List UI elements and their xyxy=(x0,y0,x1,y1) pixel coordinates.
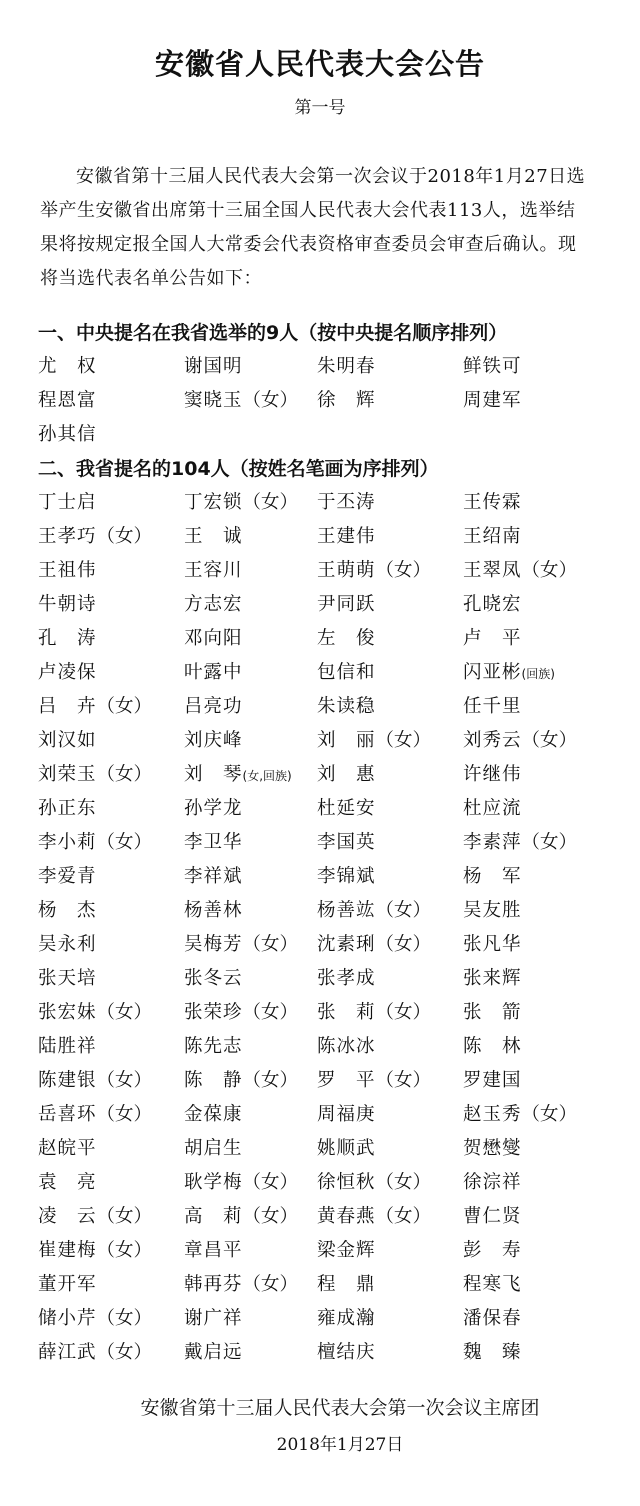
deputy-name-entry xyxy=(463,860,613,894)
gender-note: （女） xyxy=(242,1206,299,1227)
deputy-name-entry xyxy=(317,1098,463,1132)
deputy-name-entry xyxy=(38,350,184,384)
deputy-name-entry xyxy=(463,792,613,826)
deputy-name-entry xyxy=(463,622,613,656)
deputy-name: 檀结庆 xyxy=(317,1342,376,1363)
deputy-name: 董开军 xyxy=(38,1274,97,1295)
deputy-name: 杨 杰 xyxy=(38,900,97,921)
deputy-name-entry xyxy=(463,996,613,1030)
deputy-name: 杨善林 xyxy=(184,900,243,921)
ethnicity-note: (回族) xyxy=(521,667,555,681)
deputy-name: 张 莉 xyxy=(317,1002,376,1023)
deputy-name: 杜延安 xyxy=(317,798,376,819)
deputy-name: 王传霖 xyxy=(463,492,522,513)
gender-note: （女） xyxy=(521,560,578,581)
gender-note: （女） xyxy=(521,730,578,751)
deputy-name: 邓向阳 xyxy=(184,628,243,649)
deputy-name-entry xyxy=(184,860,317,894)
deputy-name: 吴梅芳 xyxy=(184,934,243,955)
deputy-name-entry xyxy=(184,384,317,418)
deputy-name: 杨 军 xyxy=(463,866,522,887)
deputy-name: 刘荣玉 xyxy=(38,764,97,785)
deputy-name: 孔晓宏 xyxy=(463,594,522,615)
deputy-name-entry xyxy=(38,588,184,622)
deputy-name: 张凡华 xyxy=(463,934,522,955)
deputy-name: 王萌萌 xyxy=(317,560,376,581)
deputy-name-entry xyxy=(38,1336,184,1370)
gender-note: （女） xyxy=(242,1070,299,1091)
deputy-name: 韩再芬 xyxy=(184,1274,243,1295)
deputy-name: 周建军 xyxy=(463,390,522,411)
deputy-name-entry xyxy=(317,724,463,758)
deputy-name: 潘保春 xyxy=(463,1308,522,1329)
deputy-name-entry xyxy=(463,588,613,622)
deputy-name-entry xyxy=(463,1268,613,1302)
deputy-name: 卢 平 xyxy=(463,628,522,649)
deputy-name-entry xyxy=(317,350,463,384)
deputy-name-entry xyxy=(463,1302,613,1336)
deputy-name: 刘 丽 xyxy=(317,730,376,751)
deputy-name: 陈建银 xyxy=(38,1070,97,1091)
deputy-name: 李爱青 xyxy=(38,866,97,887)
deputy-name: 王绍南 xyxy=(463,526,522,547)
deputy-name: 王孝巧 xyxy=(38,526,97,547)
deputy-name: 窦晓玉 xyxy=(184,390,243,411)
deputy-name-entry xyxy=(317,996,463,1030)
deputy-name: 徐淙祥 xyxy=(463,1172,522,1193)
deputy-name: 梁金辉 xyxy=(317,1240,376,1261)
deputy-name-entry xyxy=(38,622,184,656)
deputy-name: 金葆康 xyxy=(184,1104,243,1125)
deputy-name-entry xyxy=(317,588,463,622)
deputy-name-entry xyxy=(38,1200,184,1234)
deputy-name-entry xyxy=(463,1166,613,1200)
deputy-name-entry xyxy=(184,962,317,996)
gender-note: （女） xyxy=(242,390,299,411)
deputy-name: 凌 云 xyxy=(38,1206,97,1227)
deputy-name-entry xyxy=(184,894,317,928)
name-grid xyxy=(38,486,618,1370)
deputy-name: 高 莉 xyxy=(184,1206,243,1227)
deputy-name-entry xyxy=(463,894,613,928)
gender-note: （女） xyxy=(521,1104,578,1125)
deputy-name-entry xyxy=(463,656,613,690)
deputy-name-entry xyxy=(463,1132,613,1166)
deputy-name: 朱读稳 xyxy=(317,696,376,717)
deputy-name: 罗建国 xyxy=(463,1070,522,1091)
deputy-name: 周福庚 xyxy=(317,1104,376,1125)
gender-note: （女） xyxy=(96,1308,153,1329)
deputy-name: 沈素琍 xyxy=(317,934,376,955)
deputy-name-entry xyxy=(38,1132,184,1166)
deputy-name: 崔建梅 xyxy=(38,1240,97,1261)
deputy-name: 王 诚 xyxy=(184,526,243,547)
gender-note: （女） xyxy=(96,832,153,853)
deputy-name: 刘 惠 xyxy=(317,764,376,785)
deputy-name-entry xyxy=(463,758,613,792)
deputy-name: 陈先志 xyxy=(184,1036,243,1057)
deputy-name-entry xyxy=(184,1200,317,1234)
deputy-name: 章昌平 xyxy=(184,1240,243,1261)
deputy-name-entry xyxy=(184,656,317,690)
gender-note: （女） xyxy=(375,1070,432,1091)
deputy-name: 徐恒秋 xyxy=(317,1172,376,1193)
gender-note: （女） xyxy=(96,1002,153,1023)
deputy-name-entry xyxy=(38,656,184,690)
gender-note: （女） xyxy=(242,492,299,513)
deputy-name-entry xyxy=(38,1268,184,1302)
deputy-name-entry xyxy=(38,520,184,554)
deputy-name: 李素萍 xyxy=(463,832,522,853)
deputy-name: 许继伟 xyxy=(463,764,522,785)
deputy-name: 鲜铁可 xyxy=(463,356,522,377)
deputy-name-entry xyxy=(463,554,613,588)
deputy-name-entry xyxy=(38,962,184,996)
deputy-name-entry xyxy=(463,350,613,384)
deputy-name-entry xyxy=(184,1302,317,1336)
deputy-name: 程 鼎 xyxy=(317,1274,376,1295)
deputy-name: 张天培 xyxy=(38,968,97,989)
deputy-name-entry xyxy=(463,520,613,554)
deputy-name-entry xyxy=(317,792,463,826)
deputy-name: 陈 林 xyxy=(463,1036,522,1057)
deputy-name-entry xyxy=(38,1166,184,1200)
deputy-name: 左 俊 xyxy=(317,628,376,649)
deputy-name-entry xyxy=(184,1098,317,1132)
deputy-name-entry xyxy=(38,724,184,758)
deputy-name-entry xyxy=(317,1132,463,1166)
deputy-name-entry xyxy=(38,418,184,452)
deputy-name: 朱明春 xyxy=(317,356,376,377)
deputy-name: 卢凌保 xyxy=(38,662,97,683)
gender-note: （女） xyxy=(375,934,432,955)
deputy-name-entry xyxy=(463,1336,613,1370)
deputy-name-entry xyxy=(463,826,613,860)
deputy-name-entry xyxy=(463,1200,613,1234)
deputy-name: 程恩富 xyxy=(38,390,97,411)
deputy-name: 尹同跃 xyxy=(317,594,376,615)
section-provincial-nominees xyxy=(38,452,618,1370)
gender-note: （女） xyxy=(96,1070,153,1091)
gender-note: （女） xyxy=(375,730,432,751)
announcement-number: 第一号 xyxy=(294,98,346,118)
intro-line: 将当选代表名单公告如下： xyxy=(40,268,262,289)
page-title: 安徽省人民代表大会公告 xyxy=(154,47,485,81)
deputy-name-entry xyxy=(317,1336,463,1370)
deputy-name: 吕 卉 xyxy=(38,696,97,717)
deputy-name-entry xyxy=(38,1234,184,1268)
deputy-name-entry xyxy=(184,928,317,962)
deputy-name-entry xyxy=(317,1030,463,1064)
deputy-name: 李国英 xyxy=(317,832,376,853)
deputy-name-entry xyxy=(317,1166,463,1200)
deputy-name: 吕亮功 xyxy=(184,696,243,717)
gender-note: （女） xyxy=(96,764,153,785)
deputy-name: 刘 琴 xyxy=(184,764,243,785)
intro-line: 安徽省第十三届人民代表大会第一次会议于2018年1月27日选 xyxy=(76,166,586,187)
deputy-name-entry xyxy=(463,1064,613,1098)
section-central-nominees xyxy=(38,316,618,452)
deputy-name: 丁宏锁 xyxy=(184,492,243,513)
section-heading: 二、我省提名的104人（按姓名笔画为序排列） xyxy=(38,458,439,480)
deputy-name-entry xyxy=(184,690,317,724)
gender-note: （女） xyxy=(375,1206,432,1227)
gender-note: （女） xyxy=(521,832,578,853)
deputy-name-entry xyxy=(317,554,463,588)
deputy-name: 李祥斌 xyxy=(184,866,243,887)
deputy-name: 李小莉 xyxy=(38,832,97,853)
deputy-name-entry xyxy=(38,758,184,792)
deputy-name: 闪亚彬 xyxy=(463,662,522,683)
deputy-name: 陈冰冰 xyxy=(317,1036,376,1057)
deputy-name-entry xyxy=(317,690,463,724)
intro-line: 果将按规定报全国人大常委会代表资格审查委员会审查后确认。现 xyxy=(40,234,577,255)
name-grid xyxy=(38,350,618,452)
deputy-name: 袁 亮 xyxy=(38,1172,97,1193)
deputy-name-entry xyxy=(184,724,317,758)
announcement-date: 2018年1月27日 xyxy=(276,1435,404,1455)
deputy-name: 谢国明 xyxy=(184,356,243,377)
deputy-name-entry xyxy=(317,622,463,656)
deputy-name-entry xyxy=(38,1064,184,1098)
deputy-name-entry xyxy=(317,894,463,928)
deputy-name-entry xyxy=(317,1234,463,1268)
deputy-name: 薛江武 xyxy=(38,1342,97,1363)
deputy-name-entry xyxy=(184,758,317,792)
deputy-name: 李锦斌 xyxy=(317,866,376,887)
deputy-name-entry xyxy=(317,1200,463,1234)
deputy-name: 魏 臻 xyxy=(463,1342,522,1363)
deputy-name-entry xyxy=(38,554,184,588)
deputy-name: 孙正东 xyxy=(38,798,97,819)
deputy-name-entry xyxy=(463,1234,613,1268)
gender-note: （女） xyxy=(242,934,299,955)
deputy-name: 张荣珍 xyxy=(184,1002,243,1023)
deputy-name: 陈 静 xyxy=(184,1070,243,1091)
deputy-name: 李卫华 xyxy=(184,832,243,853)
deputy-name-entry xyxy=(38,894,184,928)
intro-line: 举产生安徽省出席第十三届全国人民代表大会代表113人，选举结 xyxy=(40,200,576,221)
deputy-name: 杨善竑 xyxy=(317,900,376,921)
deputy-name: 王祖伟 xyxy=(38,560,97,581)
deputy-name: 孙学龙 xyxy=(184,798,243,819)
deputy-name: 包信和 xyxy=(317,662,376,683)
deputy-name: 耿学梅 xyxy=(184,1172,243,1193)
deputy-name-entry xyxy=(184,588,317,622)
deputy-name-entry xyxy=(317,1064,463,1098)
deputy-name: 储小芹 xyxy=(38,1308,97,1329)
deputy-name-entry xyxy=(317,656,463,690)
deputy-name-entry xyxy=(317,758,463,792)
deputy-name-entry xyxy=(463,928,613,962)
deputy-name: 王翠凤 xyxy=(463,560,522,581)
deputy-name-entry xyxy=(317,384,463,418)
deputy-name-entry xyxy=(463,962,613,996)
deputy-name: 张孝成 xyxy=(317,968,376,989)
deputy-name-entry xyxy=(38,1302,184,1336)
gender-note: （女） xyxy=(96,526,153,547)
gender-note: （女） xyxy=(375,1002,432,1023)
deputy-name: 丁士启 xyxy=(38,492,97,513)
deputy-name-entry xyxy=(184,554,317,588)
deputy-name: 刘秀云 xyxy=(463,730,522,751)
deputy-name-entry xyxy=(38,996,184,1030)
deputy-name-entry xyxy=(184,1234,317,1268)
deputy-name: 刘汉如 xyxy=(38,730,97,751)
deputy-name: 吴永利 xyxy=(38,934,97,955)
deputy-name: 张 箭 xyxy=(463,1002,522,1023)
deputy-name-entry xyxy=(317,826,463,860)
deputy-name-entry xyxy=(317,928,463,962)
deputy-name: 姚顺武 xyxy=(317,1138,376,1159)
deputy-name-entry xyxy=(184,1268,317,1302)
deputy-name: 叶露中 xyxy=(184,662,243,683)
deputy-name-entry xyxy=(317,1268,463,1302)
gender-note: （女） xyxy=(375,900,432,921)
deputy-name-entry xyxy=(317,486,463,520)
deputy-name-entry xyxy=(38,928,184,962)
deputy-name-entry xyxy=(184,486,317,520)
deputy-name: 戴启远 xyxy=(184,1342,243,1363)
deputy-name-entry xyxy=(38,792,184,826)
deputy-name: 陆胜祥 xyxy=(38,1036,97,1057)
deputy-name-entry xyxy=(38,1030,184,1064)
presidium-signature: 安徽省第十三届人民代表大会第一次会议主席团 xyxy=(140,1397,540,1419)
deputy-name: 罗 平 xyxy=(317,1070,376,1091)
deputy-name-entry xyxy=(184,520,317,554)
deputy-name: 任千里 xyxy=(463,696,522,717)
deputy-name-entry xyxy=(38,486,184,520)
deputy-name-entry xyxy=(184,996,317,1030)
deputy-name-entry xyxy=(317,1302,463,1336)
deputy-name-entry xyxy=(38,690,184,724)
deputy-name-entry xyxy=(463,1030,613,1064)
gender-note: （女） xyxy=(96,1206,153,1227)
deputy-name-entry xyxy=(184,1030,317,1064)
deputy-name-entry xyxy=(184,1166,317,1200)
deputy-name: 雍成瀚 xyxy=(317,1308,376,1329)
deputy-name-entry xyxy=(184,1336,317,1370)
gender-note: （女） xyxy=(96,1342,153,1363)
deputy-name: 尤 权 xyxy=(38,356,97,377)
deputy-name: 曹仁贤 xyxy=(463,1206,522,1227)
deputy-name: 彭 寿 xyxy=(463,1240,522,1261)
deputy-name-entry xyxy=(317,962,463,996)
deputy-name-entry xyxy=(184,826,317,860)
deputy-name-entry xyxy=(463,724,613,758)
deputy-name-entry xyxy=(184,1132,317,1166)
deputy-name-entry xyxy=(38,826,184,860)
deputy-name-entry xyxy=(38,860,184,894)
deputy-name: 于丕涛 xyxy=(317,492,376,513)
deputy-name: 杜应流 xyxy=(463,798,522,819)
deputy-name-entry xyxy=(463,1098,613,1132)
deputy-name: 胡启生 xyxy=(184,1138,243,1159)
deputy-name: 孔 涛 xyxy=(38,628,97,649)
deputy-name-entry xyxy=(463,486,613,520)
deputy-name-entry xyxy=(317,520,463,554)
deputy-name: 王建伟 xyxy=(317,526,376,547)
deputy-name: 徐 辉 xyxy=(317,390,376,411)
deputy-name: 贺懋燮 xyxy=(463,1138,522,1159)
deputy-name: 赵皖平 xyxy=(38,1138,97,1159)
deputy-name: 王容川 xyxy=(184,560,243,581)
deputy-name-entry xyxy=(317,860,463,894)
gender-note: （女） xyxy=(242,1002,299,1023)
gender-note: （女） xyxy=(96,696,153,717)
deputy-name-entry xyxy=(184,350,317,384)
gender-note: （女） xyxy=(242,1274,299,1295)
deputy-name: 张宏妹 xyxy=(38,1002,97,1023)
deputy-name: 程寒飞 xyxy=(463,1274,522,1295)
gender-note: （女） xyxy=(96,1104,153,1125)
deputy-name-entry xyxy=(463,690,613,724)
deputy-name: 岳喜环 xyxy=(38,1104,97,1125)
section-heading: 一、中央提名在我省选举的9人（按中央提名顺序排列） xyxy=(38,322,508,344)
deputy-name: 刘庆峰 xyxy=(184,730,243,751)
intro-paragraph xyxy=(40,160,608,296)
deputy-name-entry xyxy=(463,384,613,418)
deputy-name: 谢广祥 xyxy=(184,1308,243,1329)
deputy-name: 黄春燕 xyxy=(317,1206,376,1227)
gender-note: （女） xyxy=(96,1240,153,1261)
ethnicity-note: (女,回族) xyxy=(242,769,292,783)
deputy-name-entry xyxy=(184,622,317,656)
deputy-name: 赵玉秀 xyxy=(463,1104,522,1125)
deputy-name: 方志宏 xyxy=(184,594,243,615)
deputy-name: 牛朝诗 xyxy=(38,594,97,615)
deputy-name: 孙其信 xyxy=(38,424,97,445)
gender-note: （女） xyxy=(375,1172,432,1193)
gender-note: （女） xyxy=(375,560,432,581)
deputy-name: 张来辉 xyxy=(463,968,522,989)
deputy-name-entry xyxy=(38,384,184,418)
deputy-name-entry xyxy=(184,1064,317,1098)
gender-note: （女） xyxy=(242,1172,299,1193)
deputy-name-entry xyxy=(38,1098,184,1132)
deputy-name: 张冬云 xyxy=(184,968,243,989)
deputy-name-entry xyxy=(184,792,317,826)
deputy-name: 吴友胜 xyxy=(463,900,522,921)
